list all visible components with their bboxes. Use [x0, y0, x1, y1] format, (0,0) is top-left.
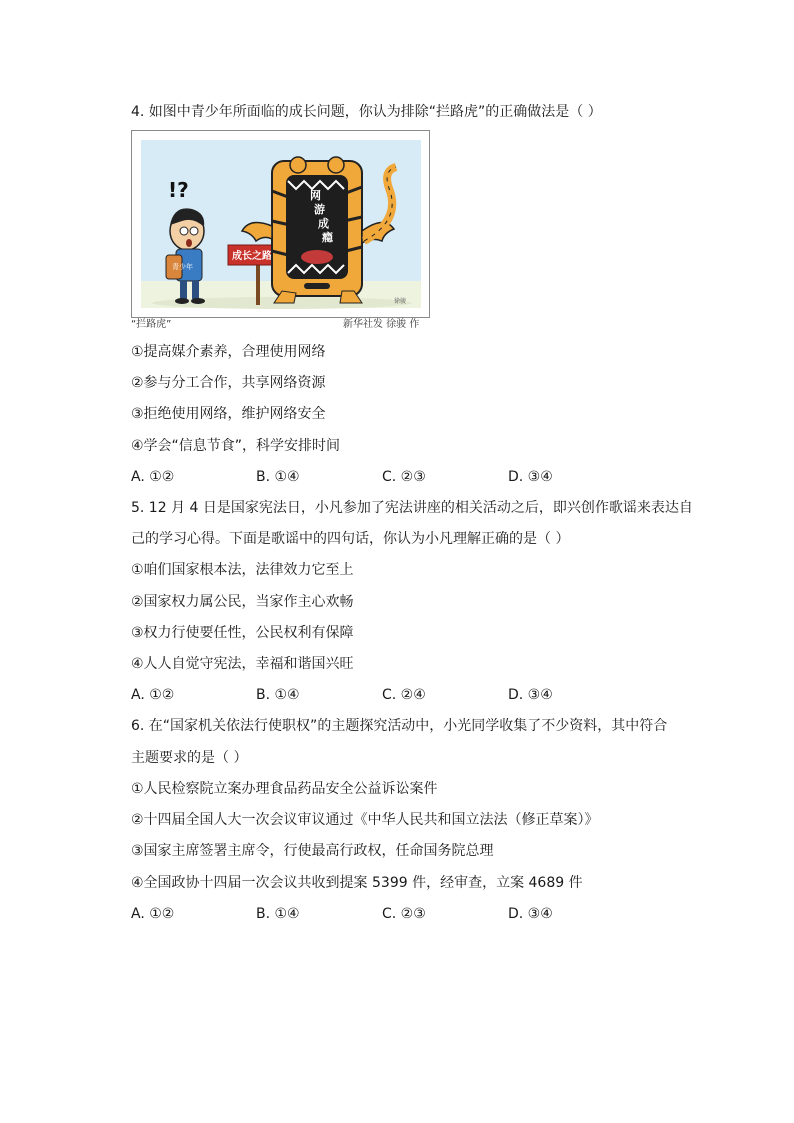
q6-option-a[interactable]: A. ①② — [131, 906, 175, 922]
q6-statement-1: ①人民检察院立案办理食品药品安全公益诉讼案件 — [131, 781, 438, 797]
artist-signature: 徐骏 — [394, 298, 407, 305]
q5-statement-4: ④人人自觉守宪法，幸福和谐国兴旺 — [131, 656, 354, 672]
q6-statement-3: ③国家主席签署主席令，行使最高行政权，任命国务院总理 — [131, 843, 494, 859]
q5-option-d[interactable]: D. ③④ — [508, 687, 553, 703]
q5-statement-3: ③权力行使要任性，公民权利有保障 — [131, 625, 354, 641]
phone-text-3: 成 — [318, 217, 329, 230]
figure-caption-credit: 新华社发 徐骏 作 — [343, 319, 420, 330]
q6-option-c[interactable]: C. ②③ — [382, 906, 426, 922]
figure-caption-title: “拦路虎” — [131, 319, 172, 330]
q4-option-b[interactable]: B. ①④ — [256, 469, 300, 485]
q4-option-c[interactable]: C. ②③ — [382, 469, 426, 485]
phone-text-4: 瘾 — [322, 231, 333, 244]
q4-statement-1: ①提高媒介素养，合理使用网络 — [131, 344, 326, 360]
q5-statement-1: ①咱们国家根本法，法律效力它至上 — [131, 562, 354, 578]
phone-text-2: 游 — [314, 203, 325, 216]
phone-text-1: 网 — [310, 189, 321, 202]
q6-option-b[interactable]: B. ①④ — [256, 906, 300, 922]
q5-stem-line1: 5. 12 月 4 日是国家宪法日，小凡参加了宪法讲座的相关活动之后，即兴创作歌谣来表达自 — [131, 500, 693, 516]
q5-option-a[interactable]: A. ①② — [131, 687, 175, 703]
q4-statement-4: ④学会“信息节食”，科学安排时间 — [131, 438, 341, 454]
q6-statement-4: ④全国政协十四届一次会议共收到提案 5399 件，经审查，立案 4689 件 — [131, 875, 583, 891]
q5-option-c[interactable]: C. ②④ — [382, 687, 426, 703]
q5-stem-line2: 己的学习心得。下面是歌谣中的四句话，你认为小凡理解正确的是（ ） — [131, 531, 570, 547]
q6-statement-2: ②十四届全国人大一次会议审议通过《中华人民共和国立法法（修正草案）》 — [131, 812, 599, 828]
svg-text:!?: !? — [168, 178, 189, 202]
q5-statement-2: ②国家权力属公民，当家作主心欢畅 — [131, 594, 354, 610]
bag-label: 青少年 — [172, 263, 193, 271]
q5-option-b[interactable]: B. ①④ — [256, 687, 300, 703]
q4-option-d[interactable]: D. ③④ — [508, 469, 553, 485]
q4-option-a[interactable]: A. ①② — [131, 469, 175, 485]
cartoon-figure — [131, 130, 430, 318]
q6-option-d[interactable]: D. ③④ — [508, 906, 553, 922]
sign-label: 成长之路 — [232, 251, 272, 262]
q4-statement-3: ③拒绝使用网络，维护网络安全 — [131, 406, 326, 422]
q4-statement-2: ②参与分工合作，共享网络资源 — [131, 375, 326, 391]
cartoon-illustration — [132, 131, 429, 317]
q6-stem-line1: 6. 在“国家机关依法行使职权”的主题探究活动中，小光同学收集了不少资料，其中符合 — [131, 718, 668, 734]
q6-stem-line2: 主题要求的是（ ） — [131, 750, 248, 766]
q4-stem: 4. 如图中青少年所面临的成长问题，你认为排除“拦路虎”的正确做法是（ ） — [131, 104, 602, 120]
